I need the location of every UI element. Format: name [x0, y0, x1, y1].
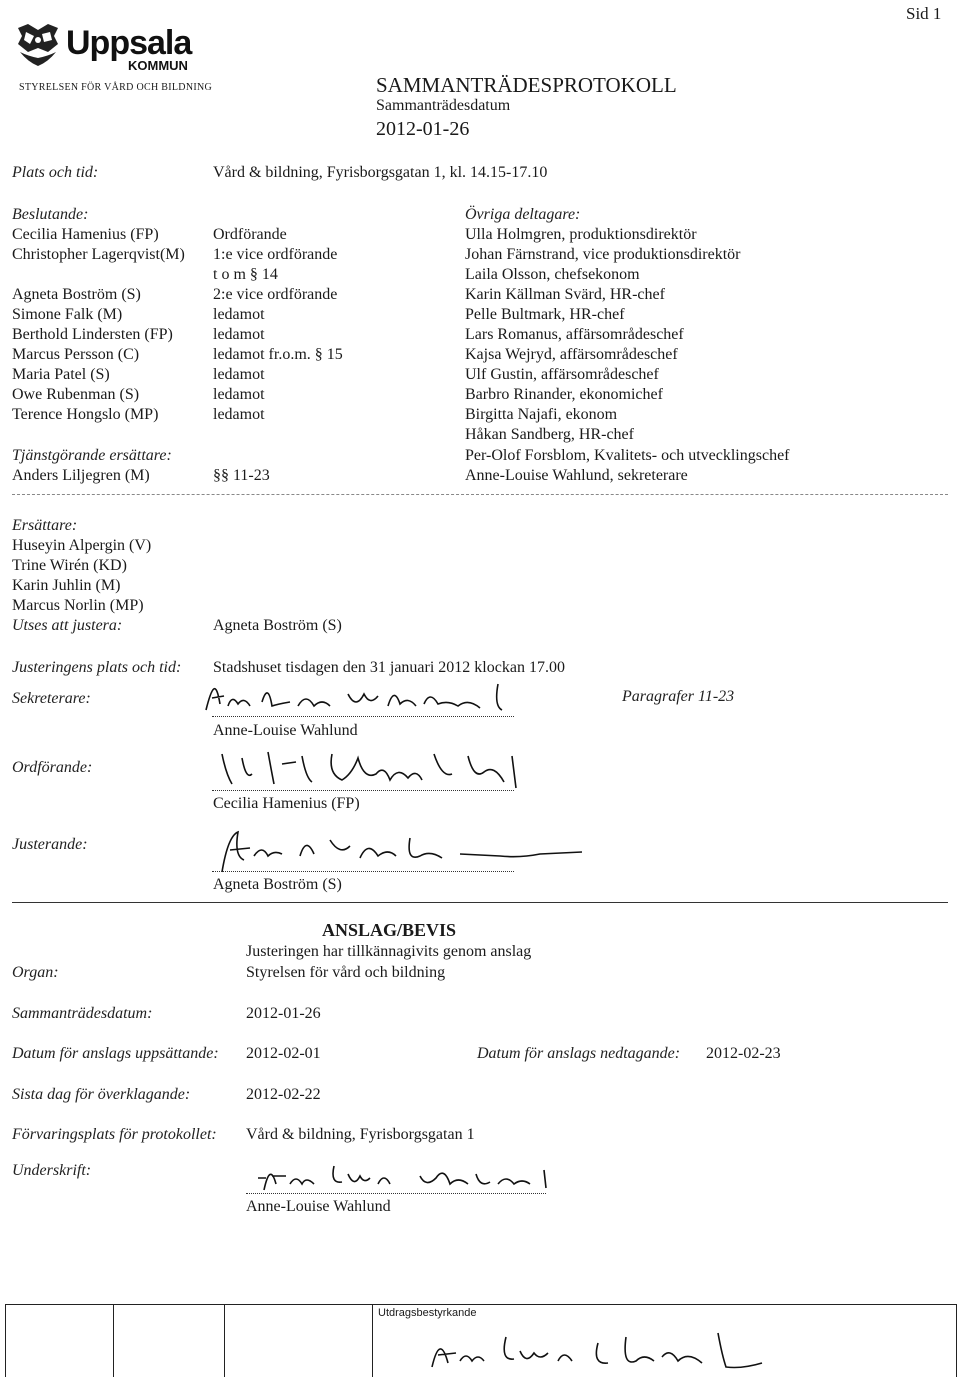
member-name: Berthold Lindersten (FP) [12, 326, 173, 343]
utdrag-label: Utdragsbestyrkande [378, 1307, 477, 1319]
justerande-label: Justerande: [12, 836, 88, 853]
meeting-date: 2012-01-26 [376, 118, 470, 140]
list-item: Karin Juhlin (M) [12, 577, 121, 594]
member-name: Maria Patel (S) [12, 366, 110, 383]
underskrift-name: Anne-Louise Wahlund [246, 1198, 391, 1215]
signature-utdrag [422, 1327, 782, 1373]
justerande-name: Agneta Boström (S) [213, 876, 342, 893]
list-item: Ulla Holmgren, produktionsdirektör [465, 226, 697, 243]
board-name: STYRELSEN FÖR VÅRD OCH BILDNING [19, 82, 213, 93]
forvaring-label: Förvaringsplats för protokollet: [12, 1126, 217, 1143]
utses-label: Utses att justera: [12, 617, 123, 634]
justering-plats-value: Stadshuset tisdagen den 31 januari 2012 klockan 17.00 [213, 659, 565, 676]
list-item: Barbro Rinander, ekonomichef [465, 386, 663, 403]
member-role: ledamot fr.o.m. § 15 [213, 346, 343, 363]
date-label: Sammanträdesdatum [376, 97, 511, 114]
member-name: Marcus Persson (C) [12, 346, 140, 363]
forvaring-value: Vård & bildning, Fyrisborgsgatan 1 [246, 1126, 475, 1143]
member-role: ledamot [213, 306, 265, 323]
signature-line [212, 871, 514, 872]
uppsattande-date: 2012-02-01 [246, 1045, 321, 1062]
logo-wordmark: Uppsala [66, 24, 192, 62]
place-label: Plats och tid: [12, 164, 99, 181]
footer-box-4 [372, 1304, 957, 1377]
member-role: 2:e vice ordförande [213, 286, 338, 303]
ersattare-label: Ersättare: [12, 517, 78, 534]
list-item: Huseyin Alpergin (V) [12, 537, 152, 554]
ordforande-label: Ordförande: [12, 759, 93, 776]
tjanstgorande-name: Anders Liljegren (M) [12, 467, 150, 484]
list-item: Marcus Norlin (MP) [12, 597, 144, 614]
member-name: Terence Hongslo (MP) [12, 406, 159, 423]
list-item: Laila Olsson, chefsekonom [465, 266, 640, 283]
signature-sekreterare [198, 676, 528, 716]
divider [12, 902, 948, 903]
tjanstgorande-paragraphs: §§ 11-23 [213, 467, 270, 484]
paragraphs-range: Paragrafer 11-23 [622, 688, 735, 705]
list-item: Anne-Louise Wahlund, sekreterare [465, 467, 688, 484]
signature-line [212, 716, 514, 717]
page-number: Sid 1 [906, 4, 942, 23]
coat-of-arms-icon [12, 22, 64, 68]
divider [12, 494, 948, 495]
utses-value: Agneta Boström (S) [213, 617, 342, 634]
logo-subword: KOMMUN [128, 58, 188, 73]
footer-box-1 [5, 1304, 114, 1377]
anslag-datum: 2012-01-26 [246, 1005, 321, 1022]
uppsattande-label: Datum för anslags uppsättande: [12, 1045, 219, 1062]
sekreterare-name: Anne-Louise Wahlund [213, 722, 358, 739]
ordforande-name: Cecilia Hamenius (FP) [213, 795, 360, 812]
footer-box-3 [224, 1304, 373, 1377]
list-item: Håkan Sandberg, HR-chef [465, 426, 634, 443]
member-name: Christopher Lagerqvist(M) [12, 246, 185, 263]
organ-label: Organ: [12, 964, 59, 981]
anslag-title: ANSLAG/BEVIS [322, 920, 457, 940]
nedtagande-date: 2012-02-23 [706, 1045, 781, 1062]
signature-line [246, 1193, 546, 1194]
list-item: Johan Färnstrand, vice produktionsdirektör [465, 246, 741, 263]
ovriga-label: Övriga deltagare: [465, 206, 581, 223]
overklagande-label: Sista dag för överklagande: [12, 1086, 191, 1103]
member-role: ledamot [213, 386, 265, 403]
member-role: ledamot [213, 406, 265, 423]
signature-underskrift [244, 1154, 604, 1194]
anslag-line: Justeringen har tillkännagivits genom anslag [246, 943, 532, 960]
member-role: ledamot [213, 326, 265, 343]
list-item: Kajsa Wejryd, affärsområdeschef [465, 346, 678, 363]
member-role: t o m § 14 [213, 266, 278, 283]
document-title: SAMMANTRÄDESPROTOKOLL [376, 73, 677, 97]
list-item: Lars Romanus, affärsområdeschef [465, 326, 684, 343]
member-role: ledamot [213, 366, 265, 383]
signature-justerande [210, 826, 590, 876]
member-name: Owe Rubenman (S) [12, 386, 140, 403]
underskrift-label: Underskrift: [12, 1162, 92, 1179]
list-item: Trine Wirén (KD) [12, 557, 127, 574]
nedtagande-label: Datum för anslags nedtagande: [477, 1045, 681, 1062]
list-item: Pelle Bultmark, HR-chef [465, 306, 625, 323]
member-name: Simone Falk (M) [12, 306, 123, 323]
beslutande-label: Beslutande: [12, 206, 89, 223]
member-role: 1:e vice ordförande [213, 246, 338, 263]
signature-ordforande [212, 744, 632, 790]
organ-value: Styrelsen för vård och bildning [246, 964, 446, 981]
list-item: Ulf Gustin, affärsområdeschef [465, 366, 659, 383]
member-name: Agneta Boström (S) [12, 286, 141, 303]
overklagande-date: 2012-02-22 [246, 1086, 321, 1103]
signature-line [212, 790, 514, 791]
footer-box-2 [112, 1304, 225, 1377]
tjanstgorande-label: Tjänstgörande ersättare: [12, 447, 172, 464]
list-item: Karin Källman Svärd, HR-chef [465, 286, 665, 303]
list-item: Per-Olof Forsblom, Kvalitets- och utvecklingschef [465, 447, 790, 464]
justering-plats-label: Justeringens plats och tid: [12, 659, 182, 676]
place-value: Vård & bildning, Fyrisborgsgatan 1, kl. 14.15-17.10 [213, 164, 548, 181]
list-item: Birgitta Najafi, ekonom [465, 406, 618, 423]
anslag-datum-label: Sammanträdesdatum: [12, 1005, 153, 1022]
member-name: Cecilia Hamenius (FP) [12, 226, 159, 243]
sekreterare-label: Sekreterare: [12, 690, 91, 707]
member-role: Ordförande [213, 226, 287, 243]
